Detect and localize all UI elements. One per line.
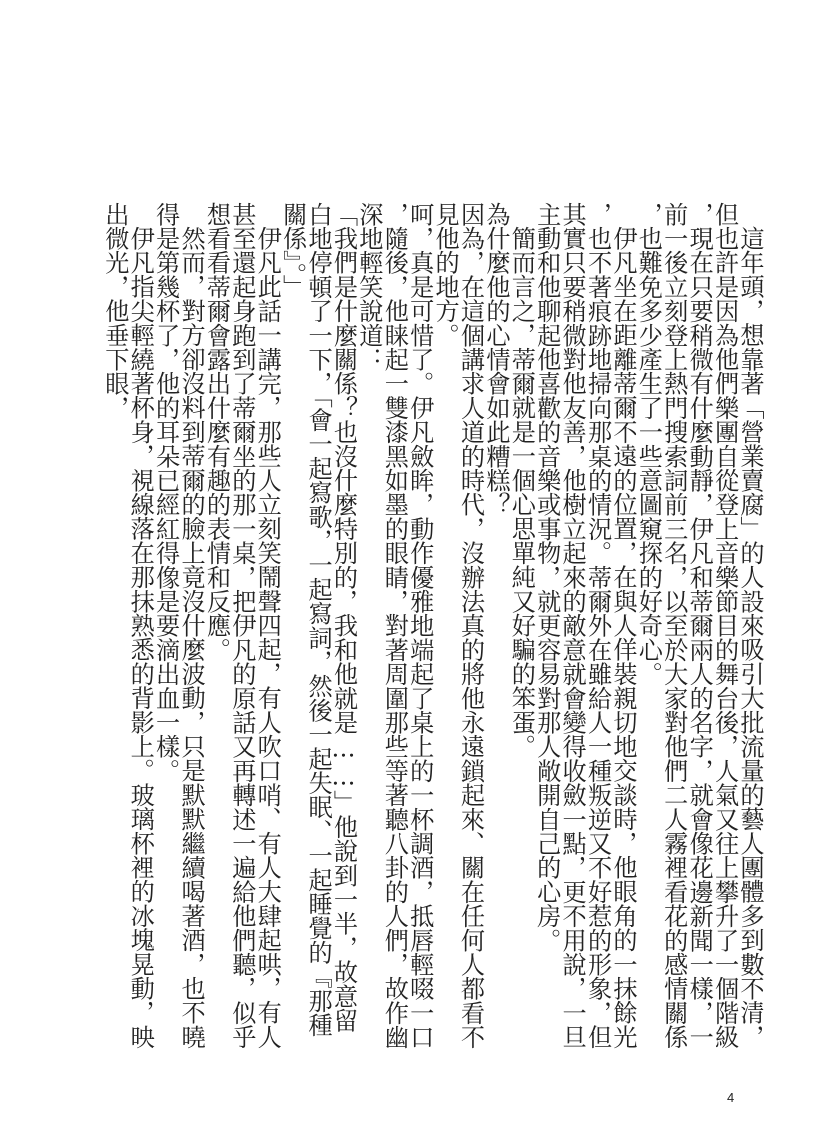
paragraph-6: 呵，真是可惜了。伊凡斂眸，動作優雅地端起了桌上的一杯調酒，抵唇輕啜一口，隨後，他睐起一雙漆黑如墨的眼睛，對著周圍那些等著聽八卦的人們，故作幽深地輕笑說道： bbox=[354, 202, 434, 1049]
paragraph-10: 伊凡指尖輕繞著杯身，視線落在那抹熟悉的背影上。玻璃杯裡的冰塊晃動，映出微光，他垂下眼， bbox=[100, 202, 155, 1049]
paragraph-4: 為什麼他的心情會如此糟糕？ bbox=[481, 202, 510, 517]
vertical-text-body bbox=[62, 202, 762, 1052]
paragraph-3: 簡而言之，蒂爾就是一個心思單純又好騙的笨蛋。 bbox=[507, 226, 536, 759]
paragraph-7: 「我們是什麼關係？也沒什麼特別的，我和他就是……」他說到一半，故意留白地停頓了一下，「會一起寫歌，一起寫詞，然後一起失眠、一起睡覺的『那種關係』。」 bbox=[278, 202, 358, 1037]
paragraph-5: 因為，在這個講求人道的時代，沒辦法真的將他永遠鎖起來、關在任何人都看不見他的地方。 bbox=[431, 202, 485, 1049]
paragraph-1: 這年頭，想靠著「營業賣腐」的人設來吸引大批流量的藝人團體多到數不清，但也許是因為他們樂團自從登上音樂節目的舞台後，人氣又往上攀升了一個階級，現在只要稍微有什麼動靜，伊凡和蒂爾兩人的名字，就會像花邊新聞一樣，一前一後立刻登上熱門搜索詞前三名，以至於大家對他們二人霧裡看花的感情關係，也難免多少產生了一些意圖窺探的好奇心。 bbox=[634, 202, 764, 1049]
paragraph-9: 然而，對方卻沒料到蒂爾的臉上竟沒什麼波動，只是默默繼續喝著酒，也不曉得是第幾杯了，他的耳朵已經紅得像是要滴出血一樣。 bbox=[151, 202, 206, 1049]
paragraph-8: 伊凡此話一講完，那些人立刻笑鬧聲四起，有人吹口哨、有人大肆起哄，有人甚至還起身跑到了蒂爾坐的那一桌，把伊凡的原話又再轉述一遍給他們聽，似乎想看看蒂爾會露出什麼有趣的表情和反應。 bbox=[202, 202, 282, 1049]
page-number: 4 bbox=[727, 1090, 735, 1105]
paragraph-2: 伊凡坐在距離蒂爾不遠的位置，在與人佯裝親切地交談時，他眼角的一抹餘光，也不著痕跡地掃向那桌的情況。蒂爾外在雖給人一種叛逆又不好惹的形象，但其實只要稍微對他友善，他樹立起來的敵意就會變得收斂一點，更不用說，一旦主動和他聊起他喜歡的音樂或事物，就更容易對那人敞開自己的心房。 bbox=[532, 202, 637, 1049]
